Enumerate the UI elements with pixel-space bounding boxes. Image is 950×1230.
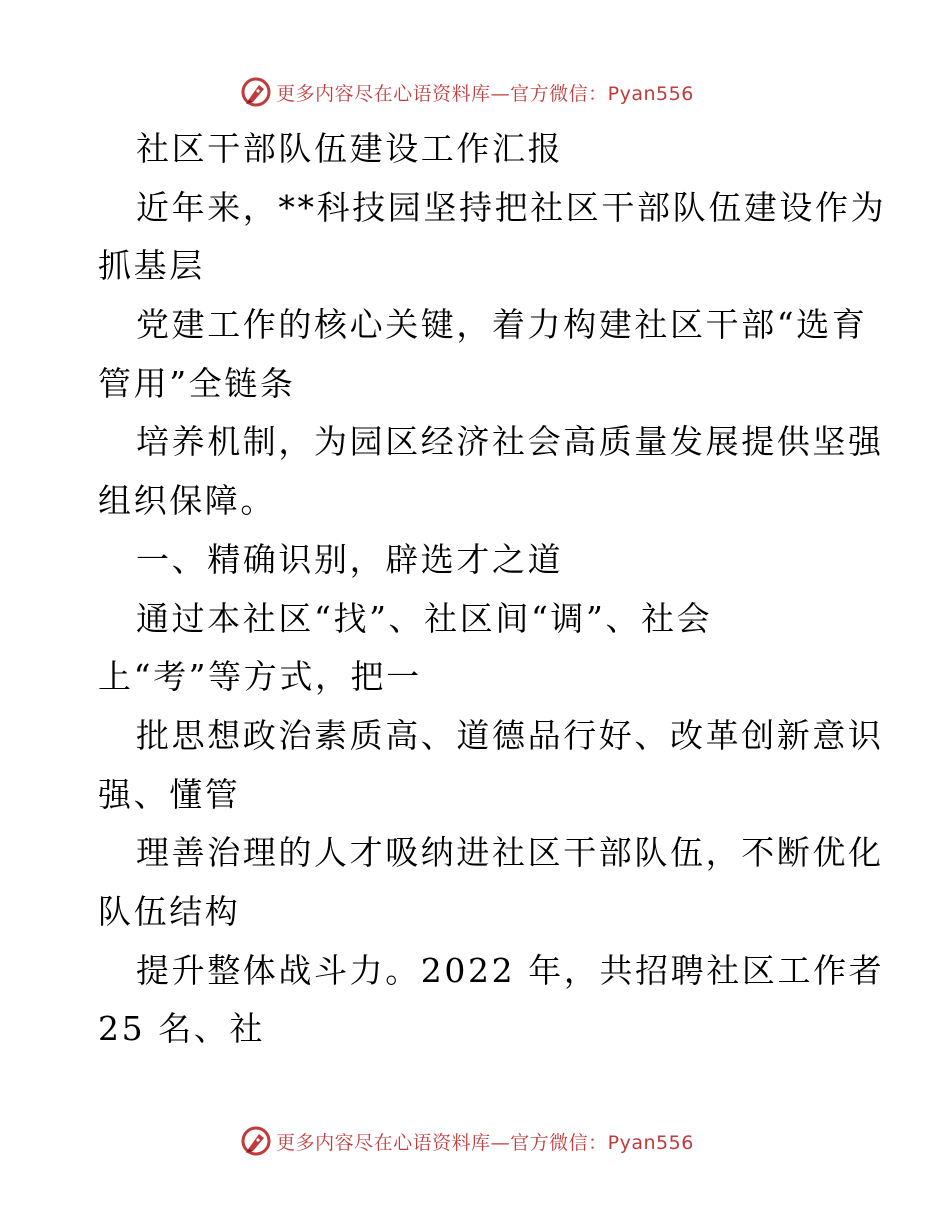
text-line: 近年来，**科技园坚持把社区干部队伍建设作为 xyxy=(136,187,887,227)
text-line: 抓基层 xyxy=(98,246,205,286)
text-line: 组织保障。 xyxy=(98,481,276,521)
header-banner xyxy=(0,72,950,112)
text-line: 一、精确识别，辟选才之道 xyxy=(136,539,564,579)
text-line: 25 名、社 xyxy=(98,1009,266,1049)
text-line: 强、懂管 xyxy=(98,774,241,814)
text-line: 提升整体战斗力。2022 年，共招聘社区工作者 xyxy=(136,950,885,990)
text-line: 批思想政治素质高、道德品行好、改革创新意识 xyxy=(136,715,884,755)
footer-banner xyxy=(0,1121,950,1161)
footer-banner-inner xyxy=(240,1125,694,1157)
header-banner-wechat-id: Pyan556 xyxy=(607,82,694,105)
pen-nib-logo-icon xyxy=(240,76,272,108)
footer-banner-text xyxy=(276,1128,694,1155)
footer-banner-cn: 更多内容尽在心语资料库—官方微信： xyxy=(276,1131,608,1154)
text-line: 管用”全链条 xyxy=(98,363,296,403)
text-line: 上“考”等方式，把一 xyxy=(98,657,422,697)
text-line: 培养机制，为园区经济社会高质量发展提供坚强 xyxy=(136,422,884,462)
header-banner-cn: 更多内容尽在心语资料库—官方微信： xyxy=(276,82,608,105)
text-line: 通过本社区“找”、社区间“调”、社会 xyxy=(136,598,713,638)
header-banner-inner xyxy=(240,76,694,108)
text-line: 队伍结构 xyxy=(98,891,241,931)
footer-banner-wechat-id: Pyan556 xyxy=(607,1131,694,1154)
pen-nib-logo-icon xyxy=(240,1125,272,1157)
text-line: 党建工作的核心关键，着力构建社区干部“选育 xyxy=(136,305,868,345)
text-line: 理善治理的人才吸纳进社区干部队伍，不断优化 xyxy=(136,833,884,873)
document-title: 社区干部队伍建设工作汇报 xyxy=(136,129,564,168)
document-body xyxy=(98,120,887,1059)
header-banner-text xyxy=(276,79,694,106)
